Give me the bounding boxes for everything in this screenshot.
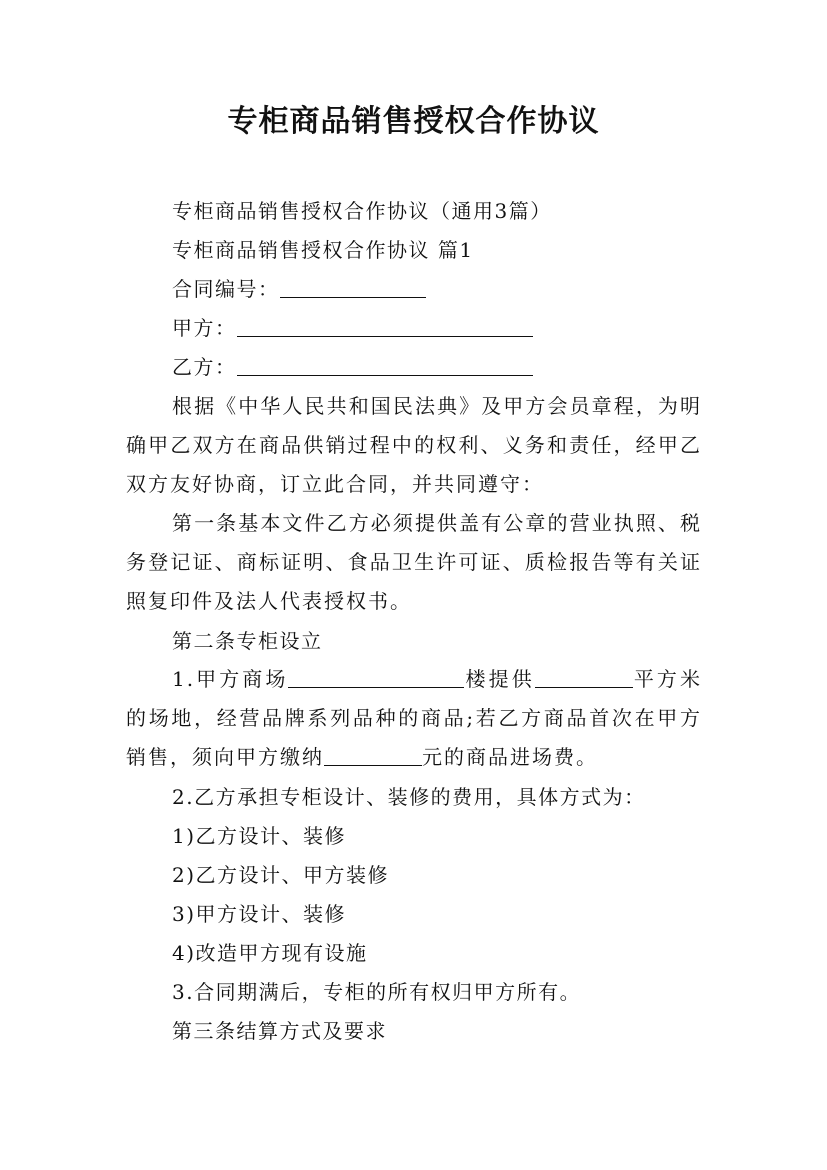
- article-2-item-1: [126, 660, 702, 777]
- option-3: 3)甲方设计、装修: [172, 902, 347, 926]
- article-2-item-2: 2.乙方承担专柜设计、装修的费用，具体方式为：: [172, 785, 646, 809]
- party-b-line: [172, 352, 533, 382]
- article-2-item-3: 3.合同期满后，专柜的所有权归甲方所有。: [172, 980, 582, 1004]
- contract-number-label: 合同编号：: [172, 277, 280, 301]
- article-1-paragraph: 第一条基本文件乙方必须提供盖有公章的营业执照、税务登记证、商标证明、食品卫生许可证、质检报告等有关证照复印件及法人代表授权书。: [126, 511, 702, 613]
- party-a-blank: [237, 316, 533, 337]
- option-4: 4)改造甲方现有设施: [172, 941, 368, 965]
- contract-number-blank: [280, 277, 426, 298]
- intro-paragraph: 根据《中华人民共和国民法典》及甲方会员章程，为明确甲乙双方在商品供销过程中的权利、义务和责任，经甲乙双方友好协商，订立此合同，并共同遵守：: [126, 394, 702, 496]
- item-1-text-c: 平方米的场地，经营品牌系列品种的商品;若乙方商品首次在甲方销售，须向甲方缴纳: [126, 667, 703, 769]
- option-2: 2)乙方设计、甲方装修: [172, 863, 390, 887]
- document-title: 专柜商品销售授权合作协议: [227, 104, 600, 139]
- floor-blank: [288, 667, 464, 688]
- article-3-heading: 第三条结算方式及要求: [172, 1019, 387, 1043]
- contract-number-line: [172, 274, 426, 304]
- area-blank: [535, 667, 633, 688]
- party-b-label: 乙方：: [172, 355, 237, 379]
- item-1-text-d: 元的商品进场费。: [422, 745, 598, 769]
- party-a-line: [172, 313, 533, 343]
- document-subtitle: 专柜商品销售授权合作协议（通用3篇）: [172, 199, 552, 223]
- article-2-heading: 第二条专柜设立: [172, 629, 323, 653]
- part-heading: 专柜商品销售授权合作协议 篇1: [172, 238, 474, 262]
- party-a-label: 甲方：: [172, 316, 237, 340]
- party-b-blank: [237, 355, 533, 376]
- option-1: 1)乙方设计、装修: [172, 824, 347, 848]
- item-1-text-b: 楼提供: [464, 667, 535, 691]
- fee-blank: [324, 745, 422, 766]
- item-1-text-a: 1.甲方商场: [172, 667, 289, 691]
